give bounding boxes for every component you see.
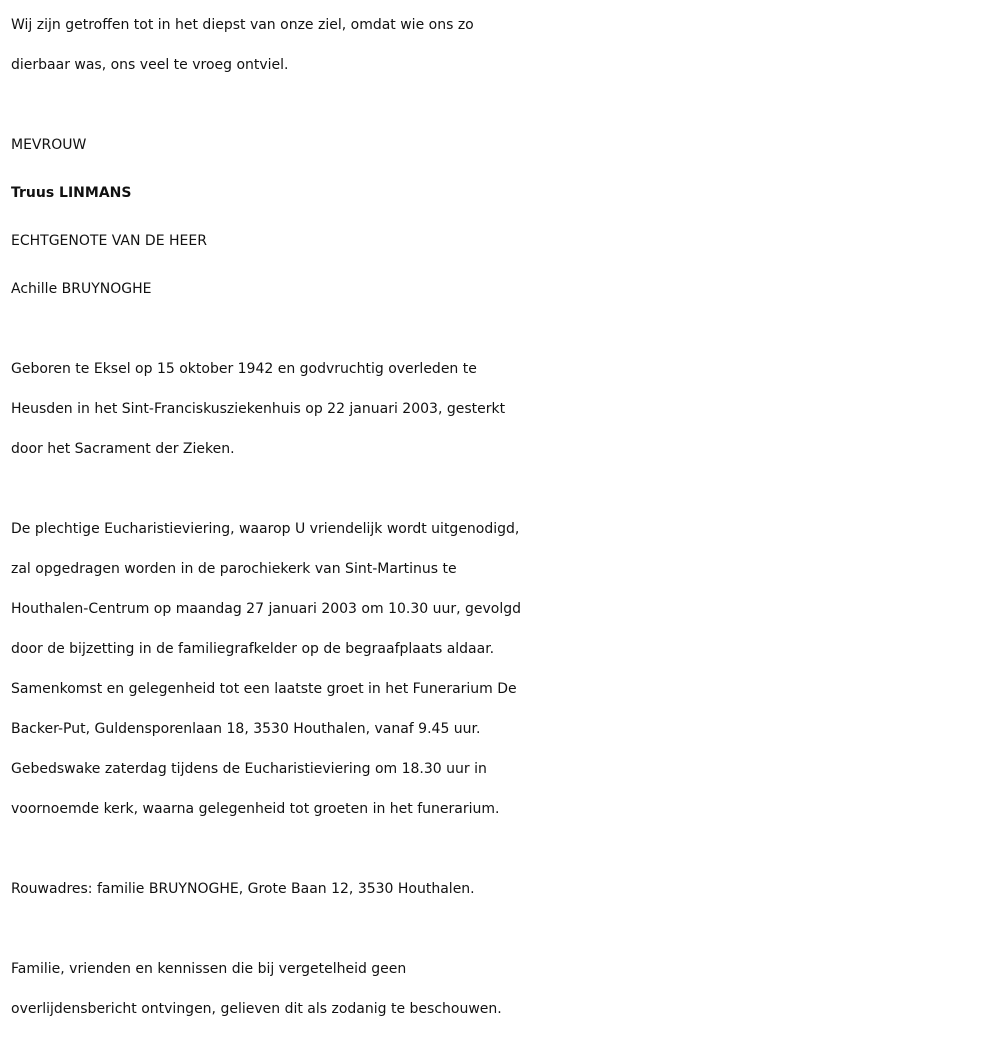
intro-paragraph	[11, 5, 1000, 85]
ceremony-line: Gebedswake zaterdag tijdens de Eucharistieviering om 18.30 uur in	[11, 761, 487, 777]
spouse-name: Achille BRUYNOGHE	[11, 281, 152, 297]
paragraph-spacer	[11, 85, 1000, 125]
intro-line: Wij zijn getroffen tot in het diepst van onze ziel, omdat wie ons zo	[11, 17, 474, 33]
ceremony-paragraph	[11, 509, 1000, 829]
ceremony-line: Houthalen-Centrum op maandag 27 januari 2003 om 10.30 uur, gevolgd	[11, 601, 522, 617]
birth-death-paragraph	[11, 349, 1000, 469]
address-paragraph	[11, 869, 1000, 909]
relation-label: ECHTGENOTE VAN DE HEER	[11, 233, 207, 249]
closing-line: Familie, vrienden en kennissen die bij vergetelheid geen	[11, 961, 407, 977]
paragraph-spacer	[11, 829, 1000, 869]
ceremony-line: De plechtige Eucharistieviering, waarop U vriendelijk wordt uitgenodigd,	[11, 521, 520, 537]
closing-line: overlijdensbericht ontvingen, gelieven dit als zodanig te beschouwen.	[11, 1001, 502, 1017]
title-label: MEVROUW	[11, 137, 87, 153]
paragraph-spacer	[11, 909, 1000, 949]
birth-death-line: Heusden in het Sint-Franciskusziekenhuis op 22 januari 2003, gesterkt	[11, 401, 506, 417]
birth-death-line: door het Sacrament der Zieken.	[11, 441, 235, 457]
ceremony-line: Backer-Put, Guldensporenlaan 18, 3530 Houthalen, vanaf 9.45 uur.	[11, 721, 481, 737]
deceased-name: Truus LINMANS	[11, 185, 132, 201]
ceremony-line: Samenkomst en gelegenheid tot een laatste groet in het Funerarium De	[11, 681, 517, 697]
birth-death-line: Geboren te Eksel op 15 oktober 1942 en godvruchtig overleden te	[11, 361, 477, 377]
ceremony-line: door de bijzetting in de familiegrafkelder op de begraafplaats aldaar.	[11, 641, 495, 657]
mourning-address: Rouwadres: familie BRUYNOGHE, Grote Baan 12, 3530 Houthalen.	[11, 881, 475, 897]
ceremony-line: zal opgedragen worden in de parochiekerk van Sint-Martinus te	[11, 561, 457, 577]
paragraph-spacer	[11, 469, 1000, 509]
ceremony-line: voornoemde kerk, waarna gelegenheid tot groeten in het funerarium.	[11, 801, 500, 817]
deceased-header	[11, 125, 1000, 309]
intro-line: dierbaar was, ons veel te vroeg ontviel.	[11, 57, 289, 73]
paragraph-spacer	[11, 309, 1000, 349]
closing-paragraph	[11, 949, 1000, 1029]
